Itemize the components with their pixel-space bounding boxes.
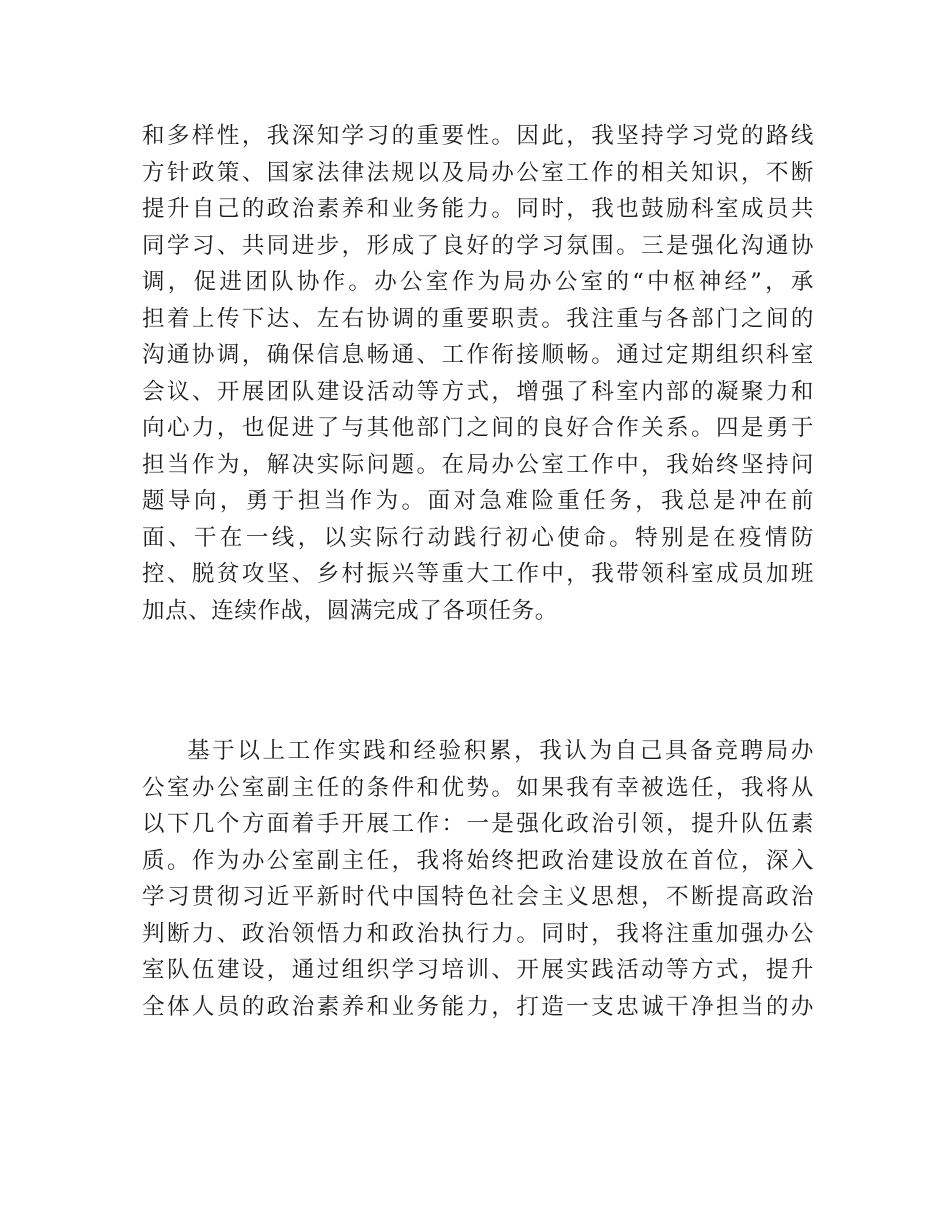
text-line: 和多样性，我深知学习的重要性。因此，我坚持学习党的路线: [142, 123, 814, 149]
text-line: 方针政策、国家法律法规以及局办公室工作的相关知识，不断: [142, 159, 814, 186]
text-line: 质。作为办公室副主任，我将始终把政治建设放在首位，深入: [142, 847, 814, 874]
text-line: 判断力、政治领悟力和政治执行力。同时，我将注重加强办公: [142, 920, 814, 947]
text-line: 调，促进团队协作。办公室作为局办公室的“中枢神经”，承: [142, 269, 814, 295]
text-line: 题导向，勇于担当作为。面对急难险重任务，我总是冲在前: [142, 488, 814, 514]
text-line: 控、脱贫攻坚、乡村振兴等重大工作中，我带领科室成员加班: [142, 561, 814, 587]
text-line: 面、干在一线，以实际行动践行初心使命。特别是在疫情防: [142, 524, 814, 551]
text-line: 提升自己的政治素养和业务能力。同时，我也鼓励科室成员共: [142, 196, 814, 222]
body-paragraph-2: [142, 733, 814, 1025]
text-line: 以下几个方面着手开展工作：一是强化政治引领，提升队伍素: [142, 811, 814, 837]
text-line: 加点、连续作战，圆满完成了各项任务。: [142, 597, 558, 624]
text-line: 向心力，也促进了与其他部门之间的良好合作关系。四是勇于: [142, 415, 814, 441]
text-line: 全体人员的政治素养和业务能力，打造一支忠诚干净担当的办: [142, 993, 814, 1020]
text-line: 公室办公室副主任的条件和优势。如果我有幸被选任，我将从: [142, 774, 814, 801]
text-line: 担着上传下达、左右协调的重要职责。我注重与各部门之间的: [142, 305, 814, 332]
text-line: 同学习、共同进步，形成了良好的学习氛围。三是强化沟通协: [142, 232, 814, 259]
text-line: 室队伍建设，通过组织学习培训、开展实践活动等方式，提升: [142, 957, 814, 983]
text-line: 学习贯彻习近平新时代中国特色社会主义思想，不断提高政治: [142, 884, 814, 910]
text-line: 会议、开展团队建设活动等方式，增强了科室内部的凝聚力和: [142, 378, 814, 405]
text-line: 基于以上工作实践和经验积累，我认为自己具备竞聘局办: [187, 738, 814, 764]
body-paragraph-1: [142, 118, 814, 629]
text-line: 沟通协调，确保信息畅通、工作衔接顺畅。通过定期组织科室: [142, 342, 814, 368]
text-line: 担当作为，解决实际问题。在局办公室工作中，我始终坚持问: [142, 451, 814, 478]
